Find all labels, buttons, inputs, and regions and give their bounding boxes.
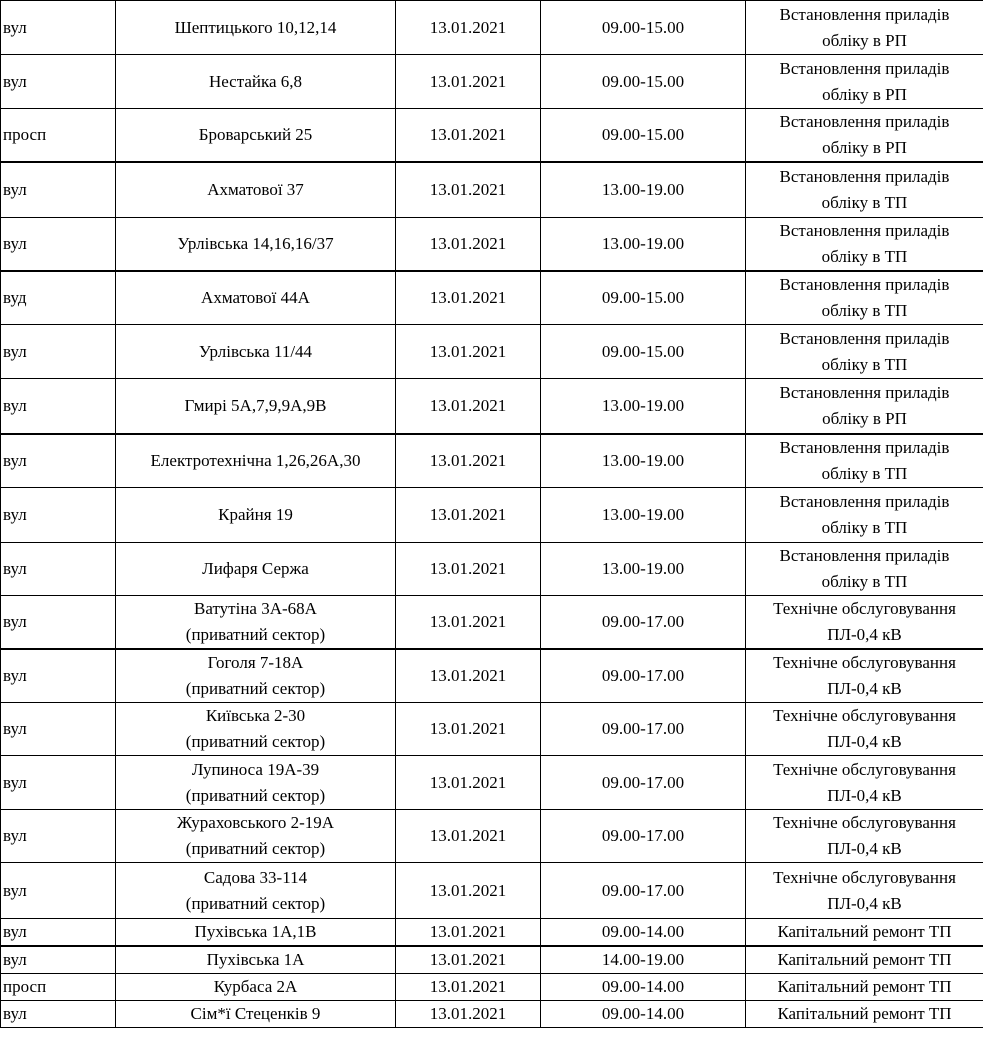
work-type-line: Встановлення приладів: [779, 437, 950, 457]
time-range-cell: 09.00-17.00: [541, 649, 746, 703]
table-row: [1, 649, 983, 703]
work-type-cell: [746, 379, 983, 434]
time-range-cell: 13.00-19.00: [541, 217, 746, 271]
address-line: Електротехнічна 1,26,26А,30: [150, 450, 361, 470]
work-type-line: Технічне обслуговування: [773, 813, 956, 832]
address-cell: [116, 810, 396, 863]
work-type-cell: [746, 863, 983, 919]
work-type-line: обліку в ТП: [821, 246, 908, 266]
time-range-cell: 09.00-17.00: [541, 595, 746, 649]
address-cell: [116, 487, 396, 542]
work-type-line: обліку в РП: [822, 30, 907, 50]
work-type-cell: [746, 109, 983, 163]
time-range-cell: 09.00-15.00: [541, 109, 746, 163]
address-cell: [116, 434, 396, 488]
table-row: [1, 217, 983, 271]
work-type-line: Капітальний ремонт ТП: [777, 922, 952, 941]
time-range-cell: 13.00-19.00: [541, 542, 746, 595]
address-line: Шептицького 10,12,14: [174, 17, 337, 37]
work-type-cell: [746, 55, 983, 109]
street-type-cell: вул: [1, 162, 116, 217]
address-line: Пухівська 1А: [206, 950, 305, 969]
street-type-cell: вул: [1, 703, 116, 756]
address-cell: [116, 55, 396, 109]
address-line: (приватний сектор): [185, 679, 326, 698]
time-range-cell: 13.00-19.00: [541, 379, 746, 434]
address-cell: [116, 217, 396, 271]
street-type-cell: вул: [1, 1001, 116, 1028]
street-type-cell: вул: [1, 919, 116, 947]
work-type-line: Технічне обслуговування: [773, 598, 956, 618]
street-type-cell: вул: [1, 217, 116, 271]
table-row: [1, 487, 983, 542]
table-row: [1, 379, 983, 434]
work-type-line: ПЛ-0,4 кВ: [827, 679, 902, 698]
time-range-cell: 09.00-14.00: [541, 1001, 746, 1028]
date-cell: 13.01.2021: [396, 379, 541, 434]
date-cell: 13.01.2021: [396, 325, 541, 379]
date-cell: 13.01.2021: [396, 109, 541, 163]
address-line: Курбаса 2А: [213, 977, 298, 996]
street-type-cell: просп: [1, 974, 116, 1001]
work-type-line: Технічне обслуговування: [773, 759, 956, 779]
work-type-cell: [746, 1, 983, 55]
address-line: Урлівська 14,16,16/37: [177, 233, 334, 253]
date-cell: 13.01.2021: [396, 946, 541, 974]
address-cell: [116, 162, 396, 217]
address-cell: [116, 1, 396, 55]
date-cell: 13.01.2021: [396, 542, 541, 595]
work-type-line: Технічне обслуговування: [773, 653, 956, 672]
work-type-line: ПЛ-0,4 кВ: [827, 839, 902, 858]
date-cell: 13.01.2021: [396, 271, 541, 325]
time-range-cell: 09.00-14.00: [541, 919, 746, 947]
address-line: Сім*ї Стеценків 9: [190, 1004, 321, 1023]
table-row: [1, 1, 983, 55]
time-range-cell: 09.00-17.00: [541, 863, 746, 919]
date-cell: 13.01.2021: [396, 756, 541, 810]
address-line: Ахматової 44А: [201, 288, 310, 307]
street-type-cell: вул: [1, 946, 116, 974]
work-type-line: Встановлення приладів: [779, 166, 950, 186]
address-line: Броварський 25: [198, 125, 313, 144]
address-line: Лифаря Сержа: [202, 558, 309, 578]
work-type-line: Встановлення приладів: [779, 220, 950, 240]
table-row: [1, 109, 983, 163]
work-type-line: Капітальний ремонт ТП: [777, 1004, 952, 1023]
work-type-cell: [746, 217, 983, 271]
street-type-cell: вул: [1, 863, 116, 919]
work-type-line: Технічне обслуговування: [773, 706, 956, 725]
address-line: (приватний сектор): [185, 893, 326, 913]
work-type-line: Встановлення приладів: [779, 382, 950, 402]
work-type-line: ПЛ-0,4 кВ: [827, 732, 902, 751]
time-range-cell: 09.00-17.00: [541, 756, 746, 810]
table-row: [1, 863, 983, 919]
address-line: (приватний сектор): [185, 839, 326, 858]
work-type-line: обліку в ТП: [821, 301, 908, 320]
address-cell: [116, 863, 396, 919]
address-line: Ахматової 37: [207, 179, 304, 199]
address-cell: [116, 946, 396, 974]
work-type-cell: [746, 595, 983, 649]
street-type-cell: вул: [1, 595, 116, 649]
table-row: [1, 434, 983, 488]
date-cell: 13.01.2021: [396, 1001, 541, 1028]
date-cell: 13.01.2021: [396, 649, 541, 703]
date-cell: 13.01.2021: [396, 974, 541, 1001]
work-type-line: ПЛ-0,4 кВ: [827, 785, 902, 805]
work-type-line: Встановлення приладів: [779, 545, 950, 565]
time-range-cell: 09.00-15.00: [541, 55, 746, 109]
work-type-line: Встановлення приладів: [779, 275, 950, 294]
time-range-cell: 09.00-15.00: [541, 1, 746, 55]
time-range-cell: 13.00-19.00: [541, 162, 746, 217]
work-type-cell: [746, 1001, 983, 1028]
street-type-cell: вул: [1, 325, 116, 379]
address-line: (приватний сектор): [185, 785, 326, 805]
work-type-line: Капітальний ремонт ТП: [777, 977, 952, 996]
address-line: Садова 33-114: [203, 867, 308, 887]
work-type-cell: [746, 756, 983, 810]
address-line: Київська 2-30: [205, 706, 306, 725]
date-cell: 13.01.2021: [396, 1, 541, 55]
address-line: Жураховського 2-19А: [176, 813, 335, 832]
work-type-cell: [746, 974, 983, 1001]
work-type-line: обліку в ТП: [821, 192, 908, 212]
date-cell: 13.01.2021: [396, 919, 541, 947]
time-range-cell: 09.00-14.00: [541, 974, 746, 1001]
time-range-cell: 09.00-17.00: [541, 703, 746, 756]
address-cell: [116, 703, 396, 756]
address-cell: [116, 271, 396, 325]
work-type-line: Встановлення приладів: [779, 112, 950, 131]
work-type-line: Встановлення приладів: [779, 4, 950, 24]
address-cell: [116, 595, 396, 649]
table-row: [1, 946, 983, 974]
work-type-cell: [746, 542, 983, 595]
work-type-line: обліку в ТП: [821, 517, 908, 537]
address-cell: [116, 756, 396, 810]
date-cell: 13.01.2021: [396, 55, 541, 109]
work-type-cell: [746, 703, 983, 756]
work-type-cell: [746, 946, 983, 974]
address-cell: [116, 325, 396, 379]
work-type-cell: [746, 271, 983, 325]
schedule-rows: [1, 1, 983, 1028]
time-range-cell: 09.00-15.00: [541, 271, 746, 325]
street-type-cell: вул: [1, 756, 116, 810]
time-range-cell: 13.00-19.00: [541, 487, 746, 542]
date-cell: 13.01.2021: [396, 434, 541, 488]
street-type-cell: вул: [1, 55, 116, 109]
work-type-cell: [746, 919, 983, 947]
street-type-cell: вул: [1, 542, 116, 595]
address-line: Нестайка 6,8: [208, 71, 303, 91]
date-cell: 13.01.2021: [396, 487, 541, 542]
work-type-line: ПЛ-0,4 кВ: [827, 893, 902, 913]
work-type-line: обліку в РП: [822, 84, 907, 104]
street-type-cell: вул: [1, 1, 116, 55]
time-range-cell: 09.00-17.00: [541, 810, 746, 863]
table-row: [1, 810, 983, 863]
address-cell: [116, 542, 396, 595]
address-cell: [116, 649, 396, 703]
table-row: [1, 162, 983, 217]
work-type-line: обліку в ТП: [821, 463, 908, 483]
table-row: [1, 1001, 983, 1028]
work-type-line: ПЛ-0,4 кВ: [827, 624, 902, 644]
address-line: (приватний сектор): [185, 624, 326, 644]
work-type-cell: [746, 434, 983, 488]
work-type-line: обліку в ТП: [821, 571, 908, 591]
street-type-cell: вуд: [1, 271, 116, 325]
date-cell: 13.01.2021: [396, 863, 541, 919]
table-row: [1, 271, 983, 325]
work-type-line: Встановлення приладів: [779, 328, 950, 348]
table-row: [1, 919, 983, 947]
time-range-cell: 09.00-15.00: [541, 325, 746, 379]
table-row: [1, 595, 983, 649]
address-line: Ватутіна 3А-68А: [194, 598, 317, 618]
address-cell: [116, 109, 396, 163]
street-type-cell: вул: [1, 379, 116, 434]
address-cell: [116, 974, 396, 1001]
table-row: [1, 325, 983, 379]
date-cell: 13.01.2021: [396, 162, 541, 217]
address-line: Крайня 19: [218, 504, 293, 524]
date-cell: 13.01.2021: [396, 703, 541, 756]
work-type-cell: [746, 487, 983, 542]
work-type-line: Технічне обслуговування: [773, 867, 956, 887]
work-type-line: Встановлення приладів: [779, 491, 950, 511]
street-type-cell: вул: [1, 810, 116, 863]
street-type-cell: вул: [1, 487, 116, 542]
address-cell: [116, 919, 396, 947]
date-cell: 13.01.2021: [396, 810, 541, 863]
work-type-cell: [746, 810, 983, 863]
address-cell: [116, 1001, 396, 1028]
table-row: [1, 542, 983, 595]
work-type-line: Капітальний ремонт ТП: [777, 950, 952, 969]
address-line: Пухівська 1А,1В: [194, 922, 317, 941]
table-row: [1, 974, 983, 1001]
work-type-line: обліку в РП: [822, 408, 907, 428]
address-line: Лупиноса 19А-39: [191, 759, 320, 779]
work-type-line: обліку в РП: [822, 138, 907, 157]
table-row: [1, 756, 983, 810]
address-cell: [116, 379, 396, 434]
work-type-line: Встановлення приладів: [779, 58, 950, 78]
work-type-cell: [746, 162, 983, 217]
street-type-cell: просп: [1, 109, 116, 163]
time-range-cell: 14.00-19.00: [541, 946, 746, 974]
work-type-line: обліку в ТП: [821, 354, 908, 374]
date-cell: 13.01.2021: [396, 217, 541, 271]
address-line: (приватний сектор): [185, 732, 326, 751]
work-type-cell: [746, 325, 983, 379]
address-line: Гмирі 5А,7,9,9А,9В: [184, 395, 327, 415]
table-row: [1, 703, 983, 756]
street-type-cell: вул: [1, 434, 116, 488]
street-type-cell: вул: [1, 649, 116, 703]
address-line: Гоголя 7-18А: [207, 653, 304, 672]
time-range-cell: 13.00-19.00: [541, 434, 746, 488]
table-row: [1, 55, 983, 109]
date-cell: 13.01.2021: [396, 595, 541, 649]
address-line: Урлівська 11/44: [198, 341, 313, 361]
work-type-cell: [746, 649, 983, 703]
